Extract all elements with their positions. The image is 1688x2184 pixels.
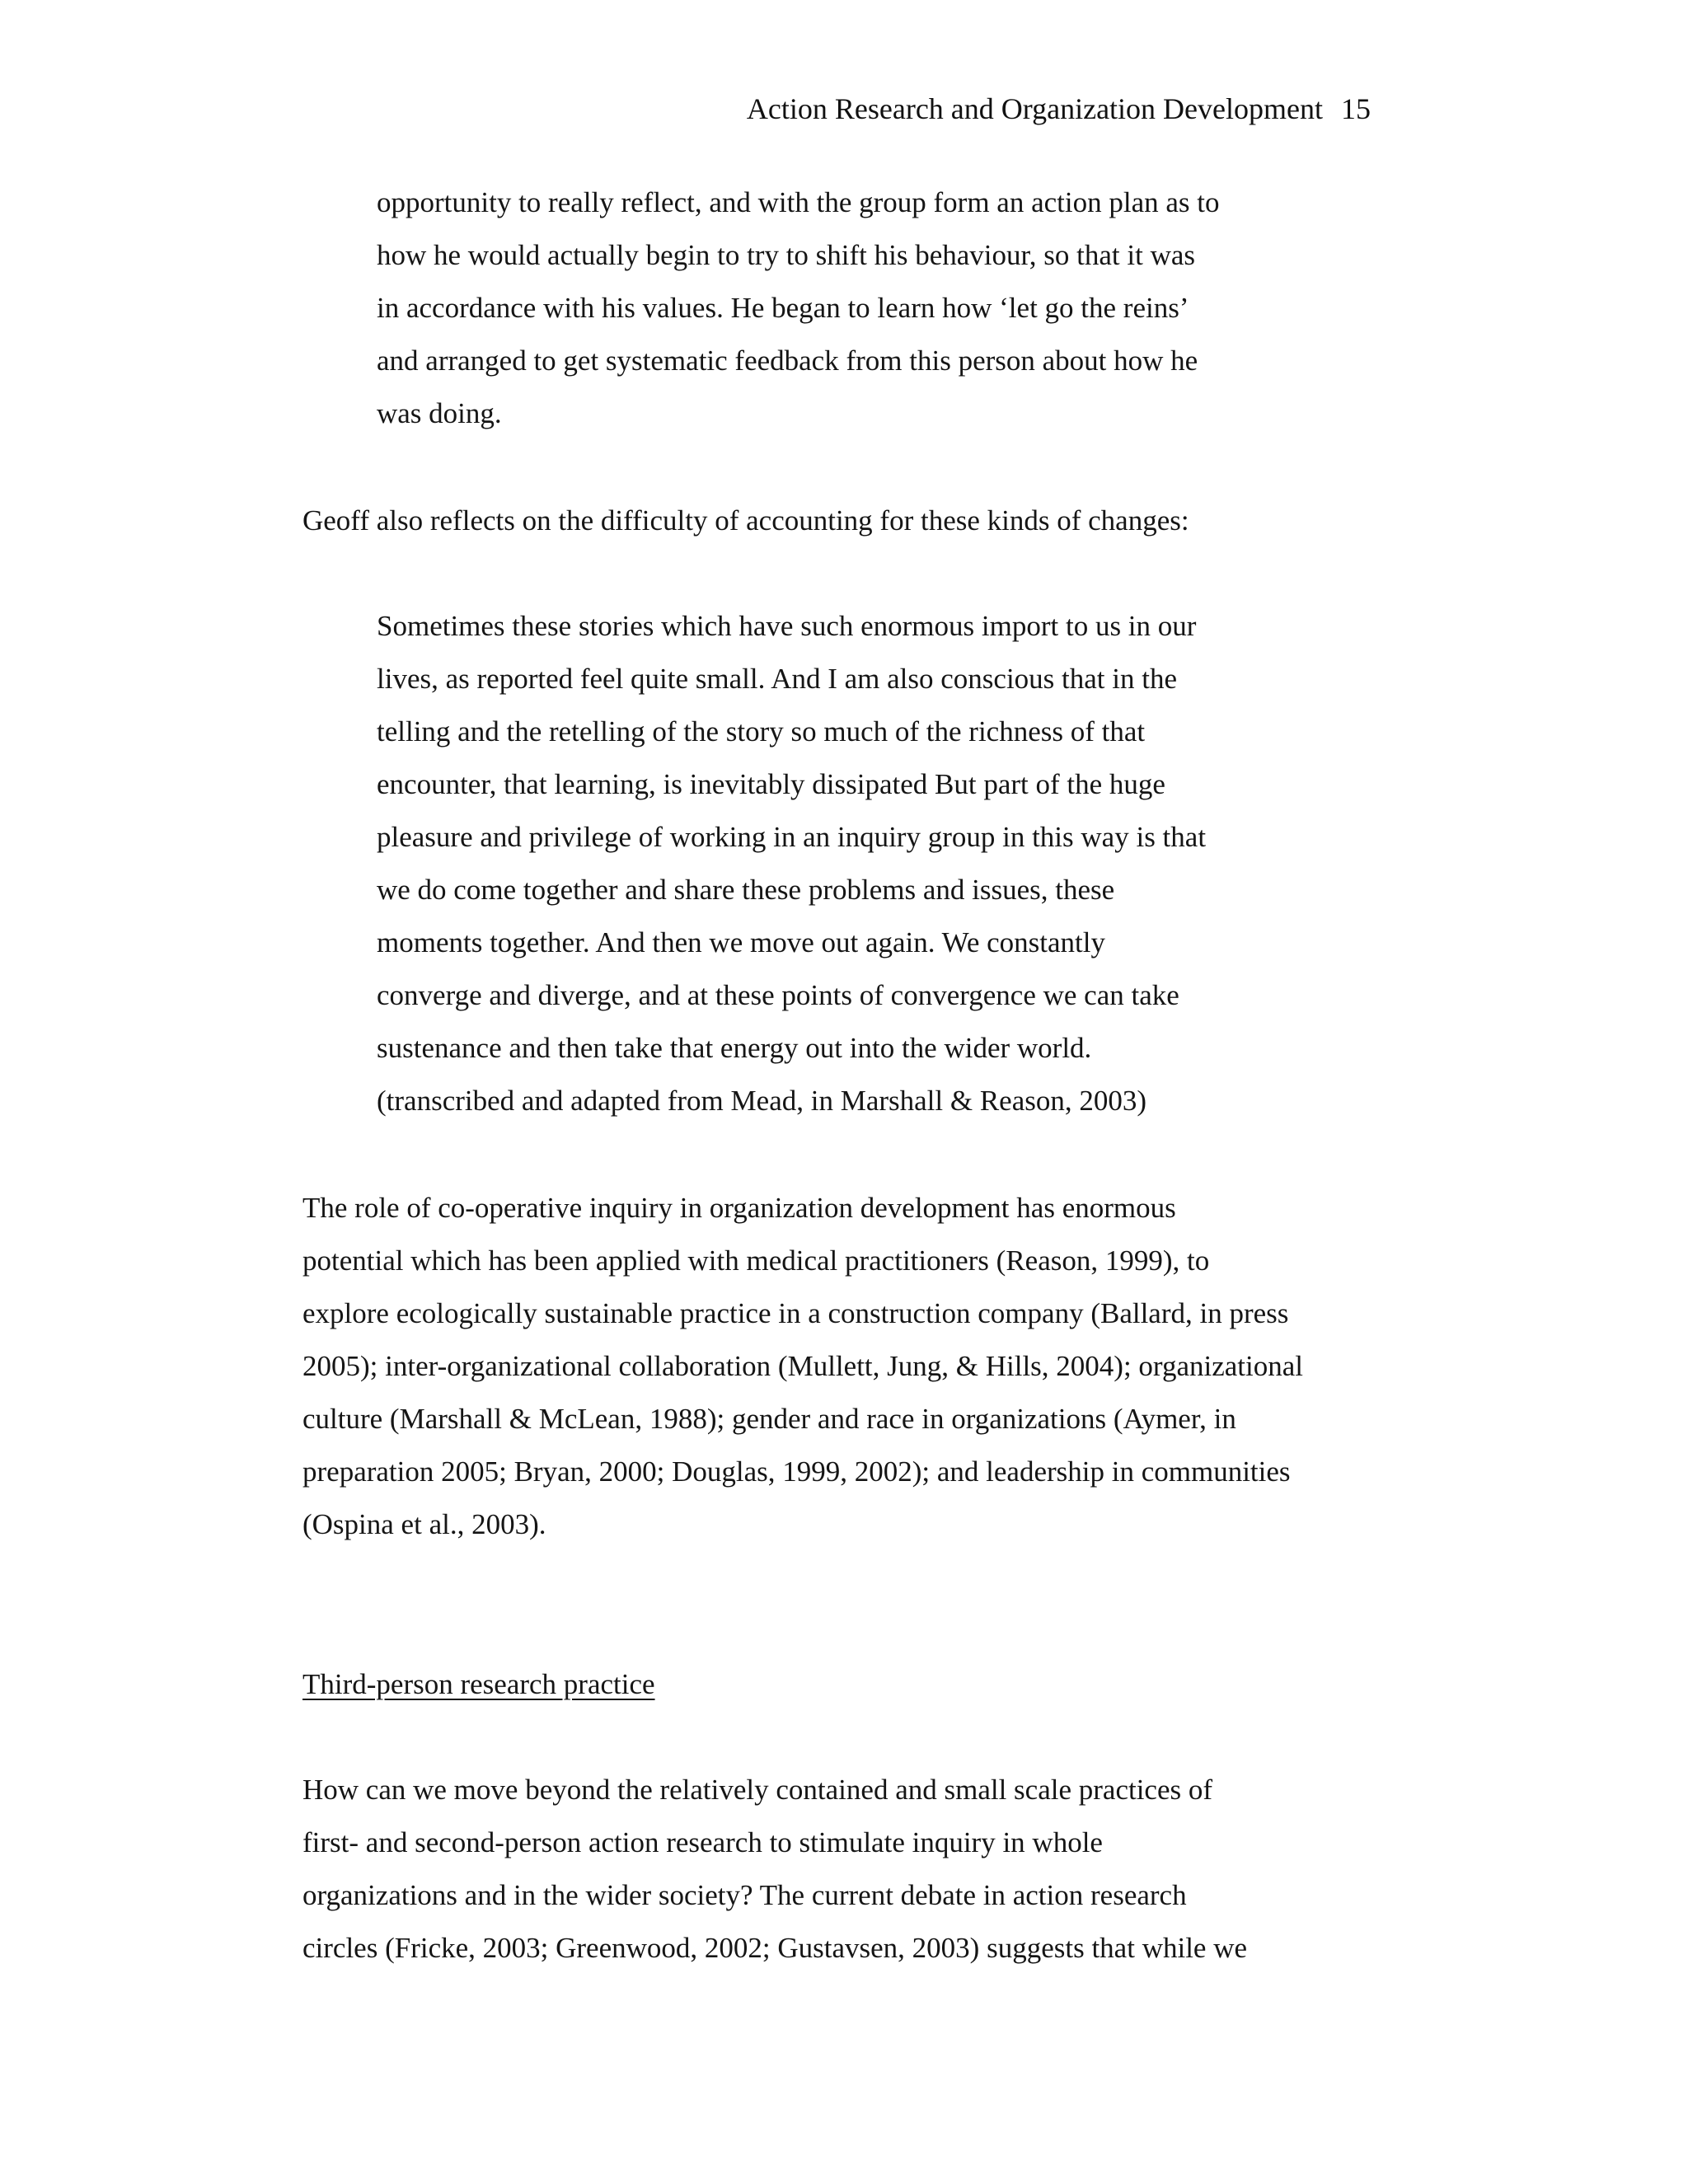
block-quote-stories — [377, 600, 1366, 1127]
text-line: Sometimes these stories which have such enormous import to us in our — [377, 610, 1197, 642]
text-line: The role of co-operative inquiry in organization development has enormous — [302, 1192, 1176, 1224]
section-heading-block — [302, 1658, 1390, 1711]
text-line: sustenance and then take that energy out into the wider world. — [377, 1032, 1092, 1064]
text-line: was doing. — [377, 397, 502, 429]
citation-line: (transcribed and adapted from Mead, in Marshall & Reason, 2003) — [377, 1085, 1147, 1117]
text-line: organizations and in the wider society? The current debate in action research — [302, 1879, 1187, 1911]
text-line: 2005); inter-organizational collaboration (Mullett, Jung, & Hills, 2004); organizational — [302, 1350, 1303, 1382]
section-heading-line — [302, 1658, 1390, 1711]
running-header — [747, 89, 1371, 129]
text-line: (Ospina et al., 2003). — [302, 1508, 546, 1540]
text-line: encounter, that learning, is inevitably dissipated But part of the huge — [377, 768, 1165, 800]
text-line: potential which has been applied with medical practitioners (Reason, 1999), to — [302, 1244, 1210, 1277]
text-line: and arranged to get systematic feedback from this person about how he — [377, 344, 1198, 377]
text-line: moments together. And then we move out again. We constantly — [377, 926, 1106, 958]
paragraph-cooperative-inquiry — [302, 1182, 1390, 1551]
text-line: explore ecologically sustainable practice in a construction company (Ballard, in press — [302, 1297, 1289, 1329]
paragraph-third-person — [302, 1764, 1390, 1975]
text-line: How can we move beyond the relatively contained and small scale practices of — [302, 1774, 1213, 1806]
text-line: pleasure and privilege of working in an inquiry group in this way is that — [377, 821, 1207, 853]
text-line: lives, as reported feel quite small. And I am also conscious that in the — [377, 663, 1178, 695]
section-heading: Third-person research practice — [302, 1668, 655, 1700]
text-line: preparation 2005; Bryan, 2000; Douglas, 1999, 2002); and leadership in communities — [302, 1455, 1291, 1488]
text-line: converge and diverge, and at these points of convergence we can take — [377, 979, 1179, 1011]
text-line: Geoff also reflects on the difficulty of accounting for these kinds of changes: — [302, 504, 1189, 537]
text-line: telling and the retelling of the story so much of the richness of that — [377, 715, 1146, 748]
text-line: circles (Fricke, 2003; Greenwood, 2002; Gustavsen, 2003) suggests that while we — [302, 1932, 1248, 1964]
block-quote-reflection — [377, 176, 1366, 440]
paragraph-geoff — [302, 494, 1390, 547]
page-number: 15 — [1341, 92, 1371, 125]
running-title: Action Research and Organization Development — [746, 92, 1323, 125]
text-line: how he would actually begin to try to shift his behaviour, so that it was — [377, 239, 1196, 271]
text-line: culture (Marshall & McLean, 1988); gender and race in organizations (Aymer, in — [302, 1403, 1236, 1435]
text-line: opportunity to really reflect, and with the group form an action plan as to — [377, 186, 1220, 218]
text-line: in accordance with his values. He began to learn how ‘let go the reins’ — [377, 292, 1189, 324]
text-line: we do come together and share these problems and issues, these — [377, 874, 1115, 906]
text-line: first- and second-person action research to stimulate inquiry in whole — [302, 1826, 1103, 1858]
